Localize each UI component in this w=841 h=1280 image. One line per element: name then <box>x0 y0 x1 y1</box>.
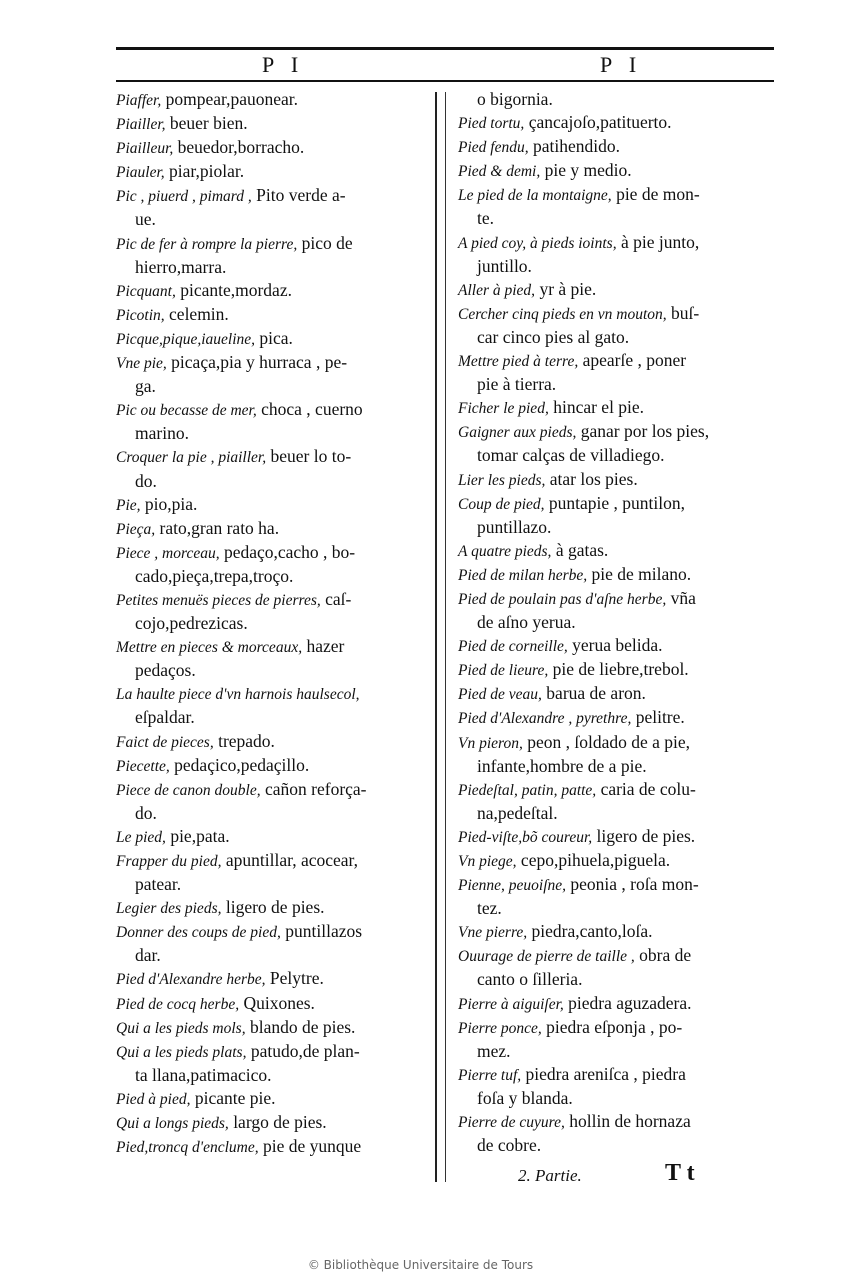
entry-headword: Picotin, <box>116 306 165 324</box>
entry-headword: Pieça, <box>116 520 156 538</box>
dictionary-entry <box>116 992 428 1016</box>
dictionary-entry <box>116 184 428 231</box>
entry-definition: beuedor,borracho. <box>173 137 305 158</box>
dictionary-entry <box>116 493 428 517</box>
dictionary-entry <box>458 88 776 111</box>
entry-definition: atar los pies. <box>545 468 638 489</box>
entry-definition: obra de <box>634 945 692 966</box>
entry-definition: patihendido. <box>528 136 620 157</box>
entry-headword: Mettre pied à terre, <box>458 353 579 371</box>
entry-definition: rato,gran rato ha. <box>155 517 280 538</box>
dictionary-entry <box>116 303 428 327</box>
entry-headword: Ouurage de pierre de taille , <box>458 948 635 966</box>
dictionary-entry <box>458 278 776 302</box>
dictionary-entry <box>458 563 776 587</box>
dictionary-entry <box>458 849 776 873</box>
entry-definition: pie de yunque <box>258 1136 362 1157</box>
entry-definition: pie de mon- <box>611 184 700 205</box>
entry-continuation: eſpaldar. <box>135 707 195 728</box>
running-head-right: P I <box>600 52 643 77</box>
dictionary-entry <box>458 1063 776 1110</box>
dictionary-entry <box>458 825 776 849</box>
entry-definition: apearſe , poner <box>578 350 687 371</box>
entry-definition: Quixones. <box>239 992 315 1013</box>
catchword: T t <box>665 1160 695 1186</box>
entry-headword: Ficher le pied, <box>458 400 549 418</box>
entry-headword: Piailleur, <box>116 140 174 158</box>
entry-definition: pie de milano. <box>587 563 692 584</box>
dictionary-entry <box>458 873 776 920</box>
entry-definition: pio,pia. <box>140 493 198 514</box>
entry-continuation: de cobre. <box>477 1135 542 1156</box>
entry-continuation: tez. <box>477 898 502 919</box>
entry-headword: Vn piege, <box>458 853 517 870</box>
entry-definition: ligero de pies. <box>221 897 325 918</box>
entry-definition: yr à pie. <box>535 278 597 299</box>
entry-headword: Picquant, <box>116 282 176 300</box>
entry-headword: A pied coy, à pieds ioints, <box>458 234 617 252</box>
entry-definition: vña <box>666 587 696 608</box>
entry-definition: beuer lo to- <box>266 446 352 467</box>
dictionary-entry <box>116 445 428 492</box>
entry-headword: Piedeſtal, patin, patte, <box>458 781 597 799</box>
entry-definition: cañon reforça- <box>260 778 367 799</box>
entry-headword: Pied-viſte,bõ coureur, <box>458 828 593 846</box>
entry-headword: Vn pieron, <box>458 734 523 752</box>
entry-headword: La haulte piece d'vn harnois haulsecol, <box>116 686 360 704</box>
entry-definition: trepado. <box>213 730 275 751</box>
entry-headword: Pied fendu, <box>458 139 529 157</box>
entry-continuation: ue. <box>135 209 156 230</box>
entry-definition: pie de liebre,trebol. <box>548 659 689 680</box>
entry-headword: Pierre tuf, <box>458 1066 522 1084</box>
entry-definition: yerua belida. <box>567 635 663 656</box>
entry-definition: patudo,de plan- <box>246 1040 360 1061</box>
dictionary-entry <box>116 1111 428 1135</box>
entry-continuation: foſa y blanda. <box>477 1087 573 1108</box>
entry-headword: A quatre pieds, <box>458 542 552 560</box>
entry-continuation: puntillazo. <box>477 516 552 537</box>
entry-definition: pie,pata. <box>165 825 230 846</box>
entry-definition: pompear,pauonear. <box>161 89 299 109</box>
column-divider-inner <box>445 92 446 1182</box>
dictionary-entry <box>458 231 776 278</box>
entry-definition: cepo,pihuela,piguela. <box>516 850 671 870</box>
entry-headword: Pied,troncq d'enclume, <box>116 1139 259 1157</box>
entry-definition: hollin de hornaza <box>564 1111 691 1132</box>
dictionary-entry <box>116 327 428 351</box>
entry-continuation: infante,hombre de a pie. <box>477 755 647 776</box>
signature-mark: 2. Partie. <box>518 1166 582 1185</box>
entry-definition: puntillazos <box>280 921 363 942</box>
entry-headword: Pied de corneille, <box>458 638 568 656</box>
entry-definition: largo de pies. <box>228 1112 327 1133</box>
dictionary-entry <box>458 1016 776 1063</box>
dictionary-entry <box>458 159 776 183</box>
entry-definition: piedra eſponja , po- <box>541 1016 683 1037</box>
entry-definition: beuer bien. <box>165 113 248 134</box>
entry-continuation: patear. <box>135 874 182 895</box>
entry-headword: Piaffer, <box>116 92 162 109</box>
entry-headword: Pied de veau, <box>458 686 542 704</box>
entry-continuation: te. <box>477 208 495 229</box>
entry-continuation: ta llana,patimacico. <box>135 1064 272 1085</box>
dictionary-entry <box>458 731 776 778</box>
entry-headword: Pierre à aiguiſer, <box>458 995 564 1013</box>
entry-definition: hazer <box>302 636 345 657</box>
entry-definition: puntapie , puntilon, <box>544 492 686 513</box>
dictionary-entry <box>116 967 428 991</box>
dictionary-entry <box>116 279 428 303</box>
dictionary-entry <box>116 682 428 729</box>
dictionary-entry <box>116 398 428 445</box>
entry-definition: à gatas. <box>551 539 609 560</box>
dictionary-entry <box>116 88 428 112</box>
entry-headword: Coup de pied, <box>458 495 545 513</box>
dictionary-entry <box>458 539 776 563</box>
entry-headword: Piece , morceau, <box>116 544 220 562</box>
entry-headword: Pic , piuerd , pimard , <box>116 188 252 206</box>
entry-headword: Pienne, peuoiſne, <box>458 877 567 895</box>
entry-definition: pelitre. <box>631 707 685 728</box>
entry-definition: apuntillar, acocear, <box>221 850 359 870</box>
dictionary-entry <box>458 706 776 730</box>
entry-headword: Qui a les pieds mols, <box>116 1019 246 1037</box>
entry-headword: Piauler, <box>116 164 165 182</box>
entry-continuation: pie à tierra. <box>477 374 557 395</box>
entry-definition: piedra areniſca , piedra <box>521 1063 686 1084</box>
running-head-left: P I <box>262 52 305 77</box>
entry-continuation: canto o ſilleria. <box>477 969 583 990</box>
dictionary-entry <box>458 944 776 991</box>
entry-headword: Pied de lieure, <box>458 662 549 680</box>
entry-headword: Aller à pied, <box>458 281 536 299</box>
entry-definition: ganar por los pies, <box>576 421 710 442</box>
entry-continuation: car cinco pies al gato. <box>477 326 630 347</box>
entry-headword: Gaigner aux pieds, <box>458 424 577 442</box>
entry-continuation: mez. <box>477 1040 511 1061</box>
entry-definition: picante pie. <box>190 1087 276 1108</box>
entry-continuation: tomar calças de villadiego. <box>477 445 665 466</box>
entry-headword: Legier des pieds, <box>116 900 222 918</box>
dictionary-entry <box>116 635 428 682</box>
entry-headword: Pied de milan herbe, <box>458 566 588 584</box>
entry-headword: Qui a longs pieds, <box>116 1115 229 1133</box>
entry-headword: Vne pierre, <box>458 924 528 942</box>
entry-continuation: do. <box>135 802 157 823</box>
right-column <box>458 88 776 1157</box>
dictionary-entry <box>116 730 428 754</box>
entry-headword: Donner des coups de pied, <box>116 924 281 942</box>
dictionary-entry <box>116 825 428 849</box>
entry-continuation: marino. <box>135 423 189 444</box>
entry-headword: Frapper du pied, <box>116 853 222 870</box>
entry-headword: Pied de poulain pas d'aſne herbe, <box>458 590 667 608</box>
dictionary-entry <box>116 896 428 920</box>
dictionary-entry <box>116 778 428 825</box>
dictionary-entry <box>458 634 776 658</box>
entry-definition: çancajoſo,patituerto. <box>524 112 672 133</box>
entry-headword: Pied & demi, <box>458 163 541 181</box>
column-divider <box>435 92 437 1182</box>
dictionary-entry <box>458 920 776 944</box>
entry-headword: Cercher cinq pieds en vn mouton, <box>458 305 667 323</box>
entry-definition: peon , ſoldado de a pie, <box>522 731 691 752</box>
dictionary-entry <box>458 183 776 230</box>
entry-headword: Piece de canon double, <box>116 781 261 799</box>
entry-definition: piedra,canto,loſa. <box>527 921 653 942</box>
entry-definition: buſ- <box>666 302 700 323</box>
entry-continuation: dar. <box>135 945 161 966</box>
entry-definition: Pito verde a- <box>251 185 346 206</box>
dictionary-entry <box>458 420 776 467</box>
entry-continuation: ga. <box>135 376 156 397</box>
entry-headword: Pied à pied, <box>116 1090 191 1108</box>
entry-continuation: de aſno yerua. <box>477 612 576 633</box>
entry-definition: peonia , roſa mon- <box>566 874 699 895</box>
entry-headword: Piailler, <box>116 116 166 134</box>
entry-headword: Pied de cocq herbe, <box>116 995 240 1013</box>
entry-definition: à pie junto, <box>616 231 700 252</box>
dictionary-entry <box>116 1087 428 1111</box>
entry-continuation: juntillo. <box>477 255 532 276</box>
entry-headword: Petites menuës pieces de pierres, <box>116 591 321 609</box>
dictionary-entry <box>458 349 776 396</box>
entry-headword: Pied d'Alexandre herbe, <box>116 971 266 989</box>
entry-definition: pico de <box>297 232 353 253</box>
entry-continuation: cojo,pedrezicas. <box>135 613 248 634</box>
dictionary-entry <box>458 492 776 539</box>
dictionary-entry <box>116 1135 428 1159</box>
entry-headword: Pic ou becasse de mer, <box>116 402 257 420</box>
entry-headword: Le pied de la montaigne, <box>458 187 612 205</box>
dictionary-entry <box>458 658 776 682</box>
entry-continuation: na,pedeſtal. <box>477 802 558 823</box>
dictionary-entry <box>458 992 776 1016</box>
entry-continuation: o bigornia. <box>477 89 553 109</box>
dictionary-entry <box>458 468 776 492</box>
dictionary-entry <box>458 111 776 135</box>
entry-definition: pica. <box>255 327 293 348</box>
dictionary-entry <box>458 587 776 634</box>
entry-definition: celemin. <box>164 303 229 324</box>
entry-headword: Pierre ponce, <box>458 1019 542 1037</box>
dictionary-entry <box>116 112 428 136</box>
top-rule <box>116 47 774 50</box>
dictionary-entry <box>458 135 776 159</box>
entry-definition: caria de colu- <box>596 778 696 799</box>
dictionary-entry <box>116 1040 428 1087</box>
entry-continuation: pedaços. <box>135 660 196 681</box>
entry-definition: blando de pies. <box>245 1016 356 1037</box>
dictionary-entry <box>116 232 428 279</box>
entry-definition: picante,mordaz. <box>175 279 292 300</box>
dictionary-entry <box>458 396 776 420</box>
left-column <box>116 88 428 1159</box>
entry-headword: Qui a les pieds plats, <box>116 1043 247 1061</box>
entry-headword: Croquer la pie , piailler, <box>116 449 267 467</box>
dictionary-entry <box>116 849 428 896</box>
entry-headword: Lier les pieds, <box>458 471 546 489</box>
entry-definition: choca , cuerno <box>256 399 363 420</box>
entry-headword: Le pied, <box>116 828 166 846</box>
entry-headword: Pied d'Alexandre , pyrethre, <box>458 710 632 728</box>
entry-headword: Faict de pieces, <box>116 733 214 751</box>
dictionary-entry <box>458 778 776 825</box>
dictionary-entry <box>116 541 428 588</box>
entry-headword: Picque,pique,iaueline, <box>116 330 256 348</box>
dictionary-entry <box>116 517 428 541</box>
dictionary-entry <box>116 588 428 635</box>
dictionary-entry <box>116 351 428 398</box>
entry-definition: pie y medio. <box>540 160 632 181</box>
entry-headword: Piecette, <box>116 757 170 775</box>
dictionary-entry <box>458 1110 776 1157</box>
entry-headword: Pie, <box>116 496 141 514</box>
entry-definition: piar,piolar. <box>164 161 245 182</box>
entry-headword: Pied tortu, <box>458 115 525 133</box>
entry-definition: pedaço,cacho , bo- <box>219 541 356 562</box>
entry-continuation: do. <box>135 470 157 491</box>
entry-continuation: cado,pieça,trepa,troço. <box>135 565 294 586</box>
entry-definition: ligero de pies. <box>592 825 696 846</box>
dictionary-entry <box>458 302 776 349</box>
entry-continuation: hierro,marra. <box>135 256 227 277</box>
dictionary-entry <box>116 136 428 160</box>
entry-definition: picaça,pia y hurraca , pe- <box>166 352 348 373</box>
library-credit: © Bibliothèque Universitaire de Tours <box>307 1258 534 1272</box>
entry-headword: Mettre en pieces & morceaux, <box>116 639 303 657</box>
entry-definition: piedra aguzadera. <box>563 992 692 1013</box>
entry-definition: caſ- <box>320 588 352 609</box>
entry-headword: Pic de fer à rompre la pierre, <box>116 235 298 253</box>
entry-definition: pedaçico,pedaçillo. <box>169 754 310 775</box>
dictionary-entry <box>116 754 428 778</box>
entry-headword: Vne pie, <box>116 355 167 373</box>
entry-definition: Pelytre. <box>265 968 324 989</box>
entry-definition: hincar el pie. <box>548 397 645 418</box>
entry-definition: barua de aron. <box>541 683 646 704</box>
dictionary-entry <box>116 1016 428 1040</box>
header-rule <box>116 80 774 82</box>
dictionary-entry <box>458 682 776 706</box>
dictionary-entry <box>116 920 428 967</box>
dictionary-entry <box>116 160 428 184</box>
entry-headword: Pierre de cuyure, <box>458 1114 565 1132</box>
